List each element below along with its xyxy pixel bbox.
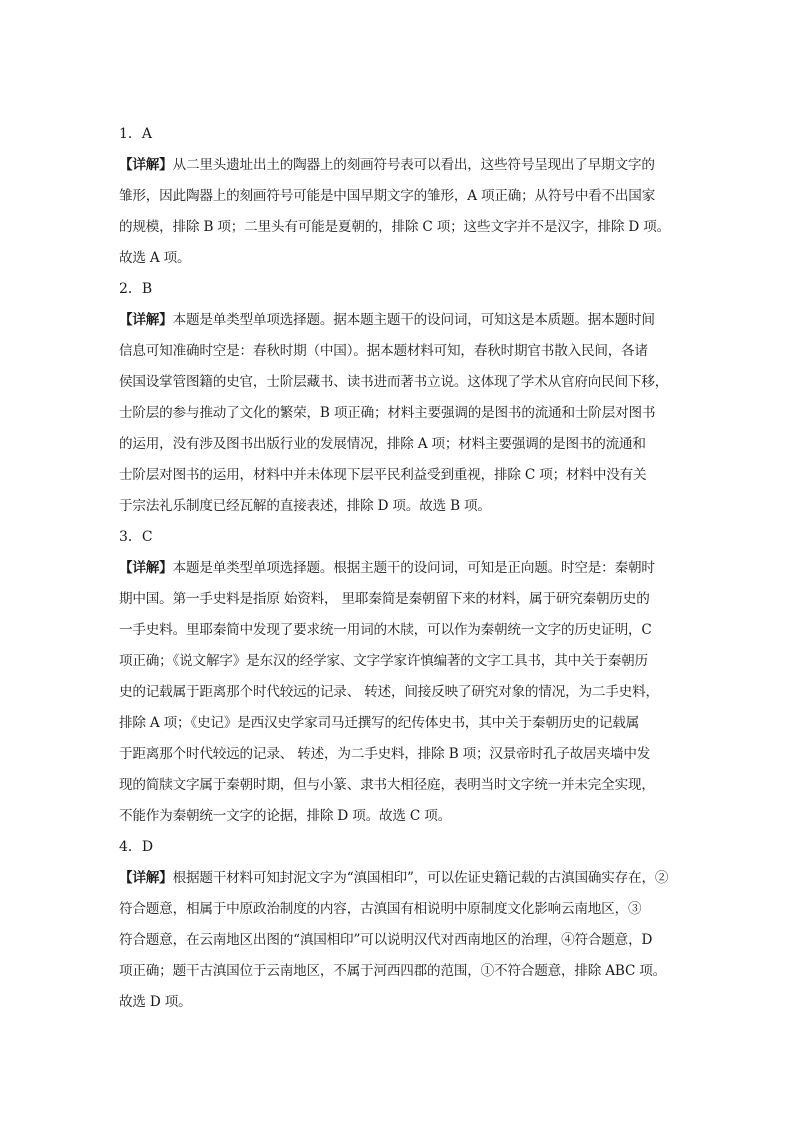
question-block [119,119,689,274]
question-block [119,274,689,522]
explanation-line [119,584,689,615]
detail-tag: 【详解】 [119,312,173,328]
explanation-text: 于宗法礼乐制度已经瓦解的直接表述，排除 D 项。故选 B 项。 [119,498,491,514]
explanation-text: 期中国。第一手史料是指原 始资料， 里耶秦简是秦朝留下来的材料，属于研究秦朝历史的 [119,591,650,607]
explanation-line [119,367,689,398]
explanation-line [119,801,689,832]
explanation-text: 根据题干材料可知封泥文字为“滇国相印”，可以佐证史籍记载的古滇国确实存在，② [172,870,669,886]
explanation-line [119,770,689,801]
explanation-text: 侯国设掌管图籍的史官，士阶层藏书、读书进而著书立说。这体现了学术从官府向民间下移， [119,374,669,390]
explanation-line [119,894,689,925]
explanation-line [119,491,689,522]
explanation-line [119,863,689,894]
explanation-text: 士阶层的参与推动了文化的繁荣，B 项正确；材料主要强调的是图书的流通和士阶层对图书 [119,405,656,421]
question-number: 4．D [119,839,154,855]
explanation-line [119,925,689,956]
explanation-text: 的规模，排除 B 项；二里头有可能是夏朝的，排除 C 项；这些文字并不是汉字，排除 D 项。 [119,219,670,235]
question-number: 2．B [119,281,153,297]
explanation-text: 故选 D 项。 [119,994,192,1010]
explanation-line [119,677,689,708]
explanation-text: 现的简牍文字属于秦朝时期，但与小篆、隶书大相径庭，表明当时文字统一并未完全实现， [119,777,655,793]
explanation-line [119,305,689,336]
question-block [119,832,689,1018]
explanation-text: 排除 A 项；《史记》是西汉史学家司马迁撰写的纪传体史书，其中关于秦朝历史的记载属 [119,715,640,731]
explanation-text: 本题是单类型单项选择题。据本题主题干的设问词，可知这是本质题。据本题时间 [172,312,655,328]
explanation-text: 符合题意，在云南地区出图的“滇国相印”可以说明汉代对西南地区的治理，④符合题意，D [119,932,653,948]
explanation-text: 一手史料。里耶秦简中发现了要求统一用词的木牍，可以作为秦朝统一文字的历史证明，C [119,622,652,638]
explanation-line [119,708,689,739]
explanation-text: 士阶层对图书的运用，材料中并未体现下层平民利益受到重视，排除 C 项；材料中没有关 [119,467,647,483]
explanation-text: 符合题意，相属于中原政治制度的内容，古滇国有相说明中原制度文化影响云南地区，③ [119,901,642,917]
explanation-line [119,212,689,243]
explanation-text: 故选 A 项。 [119,250,191,266]
explanation-line [119,739,689,770]
explanation-line [119,553,689,584]
explanation-text: 史的记载属于距离那个时代较远的记录、 转述，间接反映了研究对象的情况，为二手史料， [119,684,659,700]
detail-tag: 【详解】 [119,870,173,886]
explanation-line [119,429,689,460]
answer-sheet [119,119,689,1018]
explanation-text: 项正确；题干古滇国位于云南地区，不属于河西四郡的范围，①不符合题意，排除 ABC 项。 [119,963,667,979]
explanation-line [119,460,689,491]
explanation-line [119,987,689,1018]
explanation-text: 不能作为秦朝统一文字的论据，排除 D 项。故选 C 项。 [119,808,452,824]
question-number: 1．A [119,126,153,142]
explanation-line [119,615,689,646]
explanation-text: 信息可知准确时空是：春秋时期（中国）。据本题材料可知，春秋时期官书散入民间，各诸 [119,343,648,359]
explanation-text: 雏形，因此陶器上的刻画符号可能是中国早期文字的雏形，A 项正确；从符号中看不出国家 [119,188,656,204]
explanation-line [119,243,689,274]
detail-tag: 【详解】 [119,560,173,576]
explanation-text: 的运用，没有涉及图书出版行业的发展情况，排除 A 项；材料主要强调的是图书的流通和 [119,436,646,452]
explanation-text: 项正确；《说文解字》是东汉的经学家、文字学家许慎编著的文字工具书，其中关于秦朝历 [119,653,648,669]
explanation-line [119,150,689,181]
explanation-line [119,181,689,212]
explanation-text: 本题是单类型单项选择题。根据主题干的设问词，可知是正向题。时空是：秦朝时 [172,560,655,576]
explanation-line [119,336,689,367]
explanation-text: 于距离那个时代较远的记录、 转述，为二手史料，排除 B 项；汉景帝时孔子故居夹墙中发 [119,746,651,762]
question-number: 3．C [119,529,153,545]
explanation-text: 从二里头遗址出土的陶器上的刻画符号表可以看出，这些符号呈现出了早期文字的 [172,157,655,173]
explanation-line [119,398,689,429]
question-block [119,522,689,832]
explanation-line [119,956,689,987]
explanation-line [119,646,689,677]
detail-tag: 【详解】 [119,157,173,173]
